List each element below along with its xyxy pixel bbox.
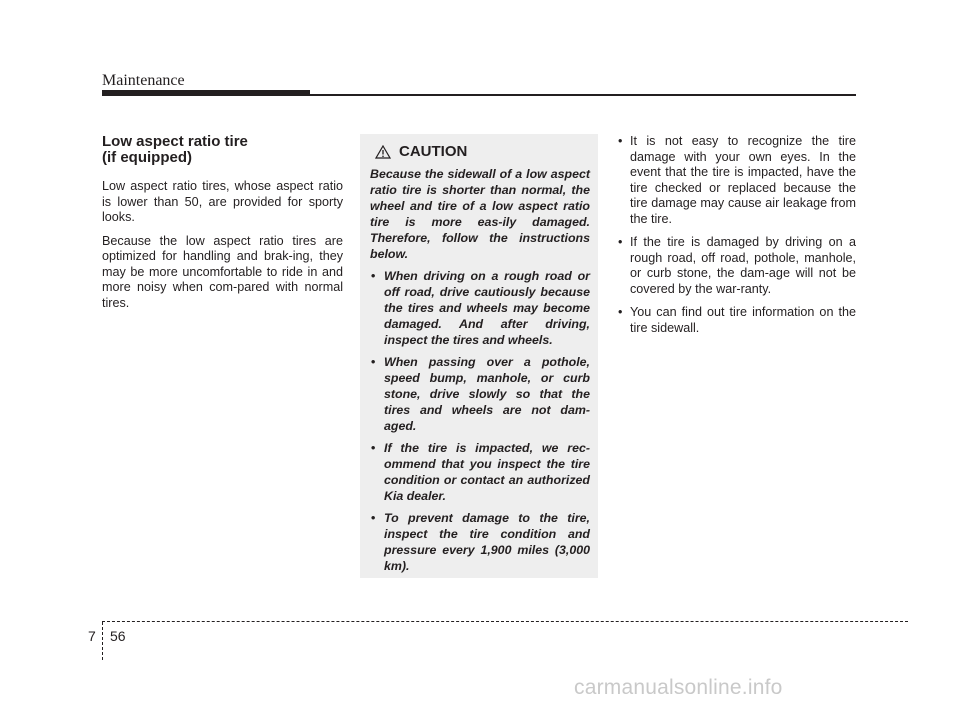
- header-rule: [102, 94, 856, 96]
- chapter-number: 7: [88, 628, 96, 644]
- caution-header: [375, 143, 590, 160]
- caution-list: [370, 268, 590, 574]
- info-list: [616, 134, 856, 336]
- caution-item: • When driving on a rough road or off road, drive cautiously because the tires and wheels may become damaged. And after driving, inspect the tires and wheels.: [370, 268, 590, 348]
- caution-item: • To prevent damage to the tire, inspect the tire condition and pressure every 1,900 miles (3,000 km).: [370, 510, 590, 574]
- header-title: Maintenance: [102, 72, 185, 89]
- caution-box: [360, 134, 598, 578]
- watermark: carmanualsonline.info: [574, 676, 783, 699]
- footer-rule: [102, 621, 908, 622]
- right-column: [616, 134, 856, 344]
- left-column: [102, 134, 343, 319]
- info-item: • It is not easy to recognize the tire damage with your own eyes. In the event that the tire is impacted, have the tire checked or replaced because the tire damage may cause air leakage from the tire.: [616, 134, 856, 227]
- caution-item: • When passing over a pothole, speed bump, manhole, or curb stone, drive slowly so that the tires and wheels are not dam-aged.: [370, 354, 590, 434]
- section-title-line2: (if equipped): [102, 149, 192, 166]
- info-item: • If the tire is damaged by driving on a rough road, off road, pothole, manhole, or curb stone, the dam-age will not be covered by the war-ranty.: [616, 235, 856, 297]
- body-paragraph: Because the low aspect ratio tires are optimized for handling and brak-ing, they may be more uncomfortable to ride in and more noisy when com-pared with normal tires.: [102, 233, 343, 310]
- info-item: • You can find out tire information on the tire sidewall.: [616, 305, 856, 336]
- page-number: 56: [110, 628, 126, 644]
- caution-item: • If the tire is impacted, we rec-ommend that you inspect the tire condition or contact an authorized Kia dealer.: [370, 440, 590, 504]
- footer-divider: [102, 622, 103, 660]
- section-title-line1: Low aspect ratio tire: [102, 133, 248, 150]
- section-title: [102, 134, 343, 166]
- warning-triangle-icon: [375, 145, 391, 159]
- body-paragraph: Low aspect ratio tires, whose aspect ratio is lower than 50, are provided for sporty looks.: [102, 179, 343, 224]
- caution-intro: Because the sidewall of a low aspect ratio tire is shorter than normal, the wheel and tire of a low aspect ratio tire is more eas-ily damaged. Therefore, follow the instructions below.: [370, 167, 590, 261]
- caution-title: CAUTION: [399, 143, 468, 160]
